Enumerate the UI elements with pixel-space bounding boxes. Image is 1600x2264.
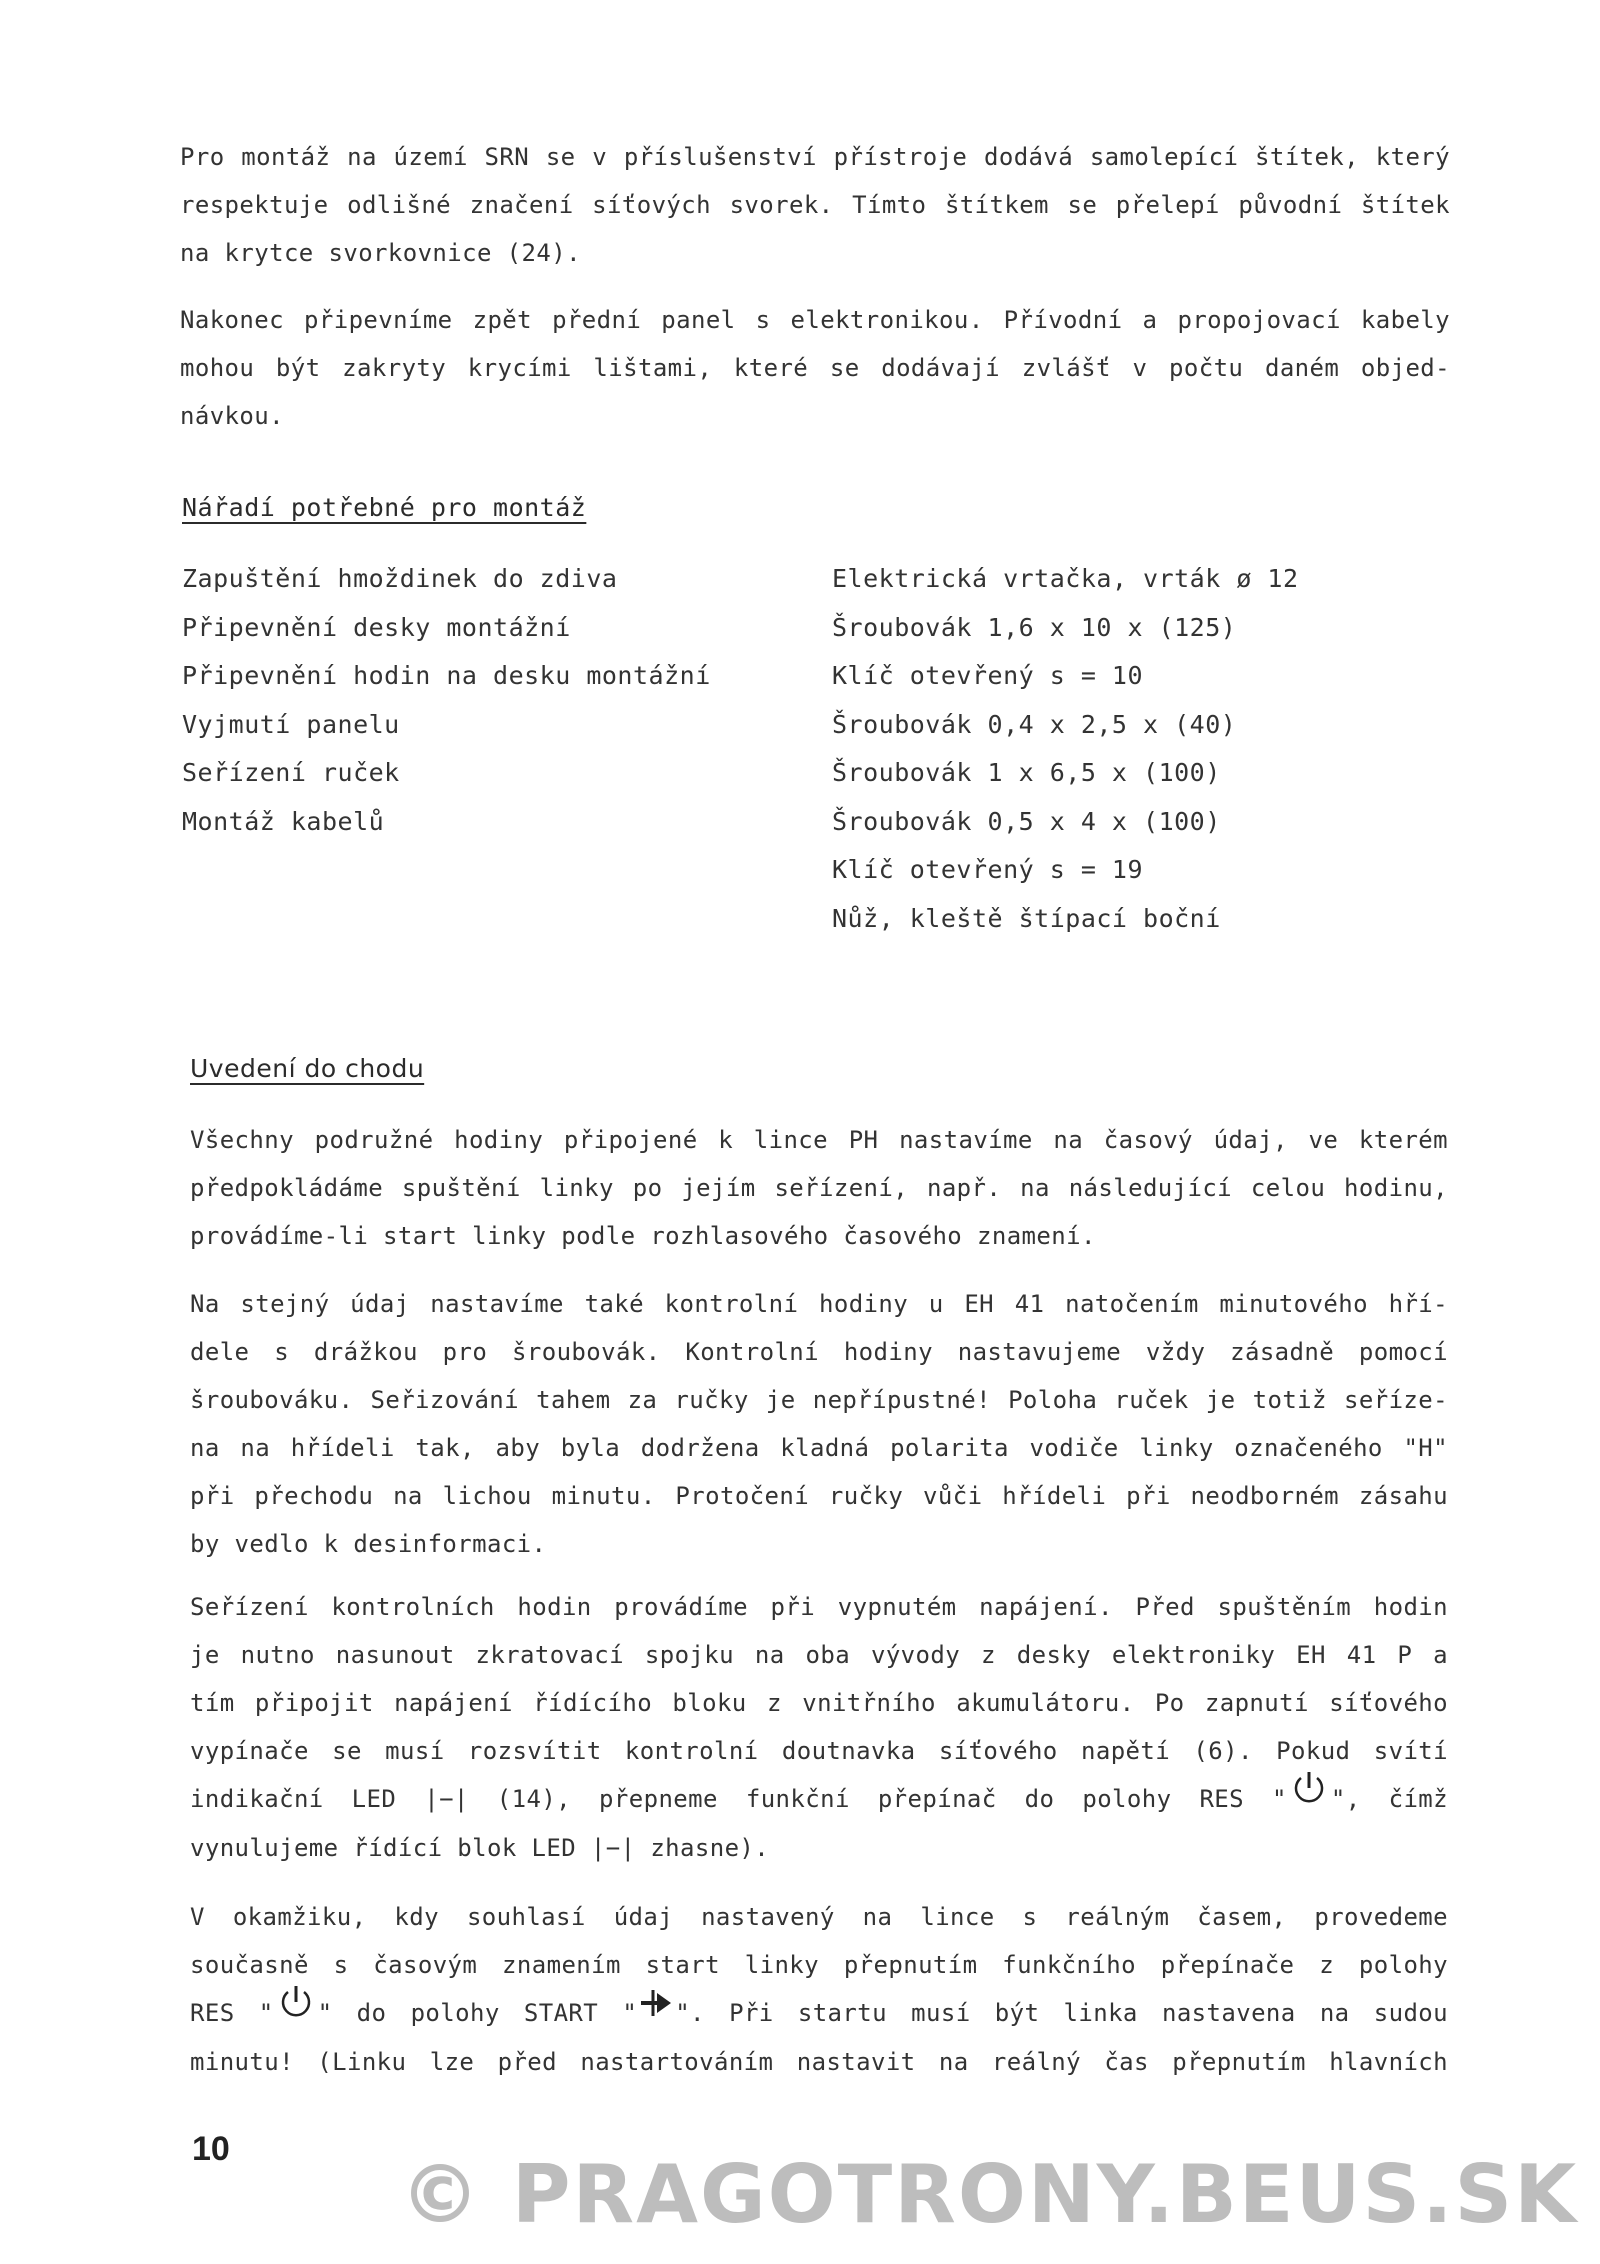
task-item: Seřízení ruček: [182, 758, 400, 787]
intro-paragraph-1: Pro montáž na území SRN se v příslušenství přístroje dodává samolepící štítek, který respektuje odlišné značení síťových svorek. Tímto štítkem se přelepí původní štítek na krytce svorkovnice (24).: [180, 143, 1450, 267]
res-line: indikační LED |−| (14), přepneme funkční přepínač do polohy RES " ", čímž: [190, 1775, 1448, 1824]
power-symbol-icon: [1289, 1768, 1329, 1824]
tool-item: Šroubovák 1,6 x 10 x (125): [832, 612, 1237, 642]
start-line: RES " " do polohy START " ". Při startu musí být linka nastavena na sudou: [190, 1989, 1448, 2038]
task-item: Připevnění desky montážní: [182, 612, 571, 642]
watermark: © PRAGOTRONY.BEUS.SK: [400, 2148, 1579, 2241]
tool-item: Klíč otevřený s = 19: [832, 855, 1144, 884]
task-list: [182, 555, 711, 846]
arrow-right-icon: [639, 1986, 673, 2034]
tool-item: Šroubovák 0,5 x 4 x (100): [832, 806, 1221, 836]
startup-paragraph-3: Seřízení kontrolních hodin provádíme při vypnutém napájení. Před spuštěním hodin je nutno nasunout zkratovací spojku na oba vývody z desky elektroniky EH 41 P a tím připojit napájení řídícího bloku z vnitřního akumulátoru. Po zapnutí síťového vypínače se musí rozsvítit kontrolní doutnavka síťového napětí (6). Pokud svítí indikační LED |−| (14), přepneme funkční přepínač do polohy RES " ", čímž vynulujeme řídící blok LED |−| zhasne).: [190, 1593, 1448, 1862]
startup-paragraph-1: Všechny podružné hodiny připojené k lince PH nastavíme na časový údaj, ve kterém předpokládáme spuštění linky po jejím seřízení, např. na následující celou hodinu, provádíme-li start linky podle rozhlasového časového znamení.: [190, 1126, 1448, 1250]
startup-paragraph-2: Na stejný údaj nastavíme také kontrolní hodiny u EH 41 natočením minutového hří- dele s drážkou pro šroubovák. Kontrolní hodiny nastavujeme vždy zásadně pomocí šroubováku. Seřizování tahem za ručky je nepřípustné! Poloha ruček je totiž seříze- na na hřídeli tak, aby byla dodržena kladná polarita vodiče linky označeného "H" při přechodu na lichou minutu. Protočení ručky vůči hřídeli při neodborném zásahu by vedlo k desinformaci.: [190, 1290, 1448, 1558]
tool-list: [832, 555, 1299, 943]
section-heading: Uvedení do chodu: [190, 1054, 425, 1083]
tools-heading: Nářadí potřebné pro montáž: [182, 493, 587, 522]
task-item: Připevnění hodin na desku montážní: [182, 661, 711, 690]
tool-item: Šroubovák 1 x 6,5 x (100): [832, 758, 1221, 787]
tool-item: Klíč otevřený s = 10: [832, 661, 1144, 690]
tool-item: Šroubovák 0,4 x 2,5 x (40): [832, 709, 1237, 739]
tool-item: Elektrická vrtačka, vrták ø 12: [832, 564, 1299, 593]
task-item: Zapuštění hmoždinek do zdiva: [182, 564, 618, 593]
intro-paragraph-2: Nakonec připevníme zpět přední panel s elektronikou. Přívodní a propojovací kabely mohou být zakryty krycími lištami, které se dodávají zvlášť v počtu daném objed- návkou.: [180, 306, 1450, 430]
page-number: 10: [192, 2130, 230, 2168]
task-item: Montáž kabelů: [182, 806, 385, 836]
task-item: Vyjmutí panelu: [182, 709, 400, 739]
power-symbol-icon: [276, 1982, 316, 2038]
startup-paragraph-4: V okamžiku, kdy souhlasí údaj nastavený na lince s reálným časem, provedeme současně s časovým znamením start linky přepnutím funkčního přepínače z polohy RES " " do polohy START " ". Při startu musí být linka nastavena na sudou minutu! (Linku lze před nastartováním nastavit na reálný čas přepnutím hlavních: [190, 1903, 1448, 2076]
tool-item: Nůž, kleště štípací boční: [832, 903, 1221, 933]
